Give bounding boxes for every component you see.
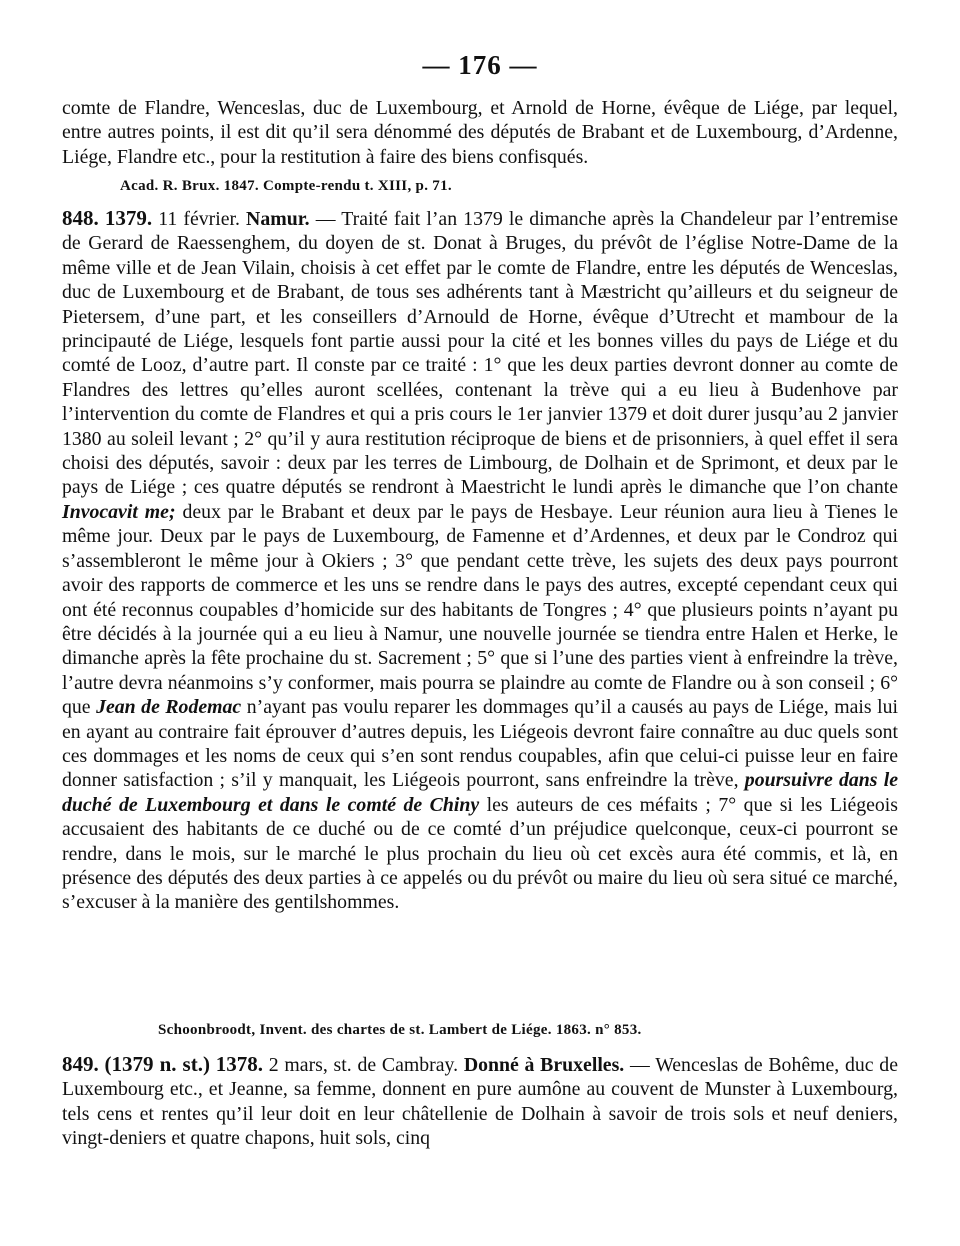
- entry-848-text-1: — Traité fait l’an 1379 le dimanche après la Chandeleur par l’entremise de Gerard de Raessenghem, du doyen de st. Donat à Bruges, du prévôt de l’église Notre-Dame de la même ville et de Jean Vilain, choisis à cet effet par le comte de Flandre, entre les députés de Wenceslas, duc de Luxembourg et de Brabant, de tous ses adhérents tant à Mæstricht qu’ailleurs et du seigneur de Pietersem, d’une part, et les conseillers d’Arnould de Horne, évêque d’Utrecht et mambour de la principauté de Liége, lesquels font partie aussi pour la cité et les bonnes villes du pays de Liége et du comté de Looz, d’autre part. Il conste par ce traité : 1° que les deux parties devront donner au comte de Flandres des lettres qu’elles auront scellées, contenant la trève qui a eu lieu à Budenhove par l’intervention du comte de Flandres et qui a pris cours le 1er janvier 1379 et doit durer jusqu’au 2 janvier 1380 au soleil levant ; 2° qu’il y aura restitution réciproque de biens et de prisonniers, à quel effet il sera choisi des députés, savoir : deux par les terres de Limbourg, de Dolhain et de Sprimont, et deux par le pays de Liége ; ces quatre députés se rendront à Maestricht le lundi après le dimanche que l’on chante: [62, 208, 899, 499]
- entry-848-italic-4: Chiny: [429, 793, 480, 816]
- entry-847-source: Acad. R. Brux. 1847. Compte-rendu t. XIII, p. 71.: [120, 178, 452, 194]
- entry-849-date: 2 mars, st. de Cambray.: [268, 1054, 459, 1076]
- page-number: — 176 —: [422, 50, 538, 80]
- entry-849-year: 1378.: [215, 1052, 263, 1076]
- entry-848-source: Schoonbroodt, Invent. des chartes de st. Lambert de Liége. 1863. n° 853.: [158, 1022, 642, 1038]
- entry-849: [62, 1052, 898, 1151]
- entry-847-tail-text: comte de Flandre, Wenceslas, duc de Luxembourg, et Arnold de Horne, évêque de Liége, par lequel, entre autres points, il est dit qu’il sera dénommé des députés de Brabant et de Luxembourg, d’Ardenne, Liége, Flandre etc., pour la restitution à faire des biens confisqués.: [62, 97, 898, 168]
- entry-848: [62, 206, 898, 915]
- entry-848-place: Namur.: [246, 208, 310, 230]
- entry-848-date: 11 février.: [158, 208, 240, 230]
- entry-848-year: 1379.: [104, 206, 153, 230]
- entry-848-text-4: les auteurs de ces méfaits ; 7° que si les Liégeois accusaient des habitants de ce duché ou de ce comté d’un préjudice quelconque, ceux-ci pourront se rendre, dans le mois, sur le marché le plus prochain du lieu où cet excès aura été commis, et là, en présence des députés des deux parties à ce appelés ou du prévôt ou maire du lieu où sera situé ce marché, s’excuser à la manière des gentilshommes.: [62, 793, 898, 914]
- entry-849-dating: (1379 n. st.): [104, 1052, 210, 1076]
- entry-848-italic-3: poursuivre dans le duché de Luxembourg et dans le comté de: [62, 769, 898, 816]
- entry-848-text-3: n’ayant pas voulu reparer les dommages qu’il a causés au pays de Liége, mais lui en ayant au contraire fait éprouver d’autres depuis, les Liégeois devront faire connaître au duc quels sont ces dommages et les noms de ceux qui s’en sont rendus coupables, afin que celui-ci puisse leur en faire donner satisfaction ; s’il y manquait, les Liégeois pourront, sans enfreindre la trève,: [62, 696, 899, 792]
- entry-848-text-2: deux par le Brabant et deux par le pays de Hesbaye. Leur réunion aura lieu à Tienes le même jour. Deux par le pays de Luxembourg, de Famenne et d’Ardennes, et deux par le Condroz qui s’assembleront le même jour à Okiers ; 3° que pendant cette trève, les sujets des deux pays pourront avoir des rapports de commerce et les uns se rendre dans le pays des autres, excepté cependant ceux qui ont été reconnus coupables d’homicide sur des habitants de Tongres ; 4° que plusieurs points n’ayant pu être décidés à la journée qui a eu lieu à Namur, une nouvelle journée se tiendra entre Halen et Herke, le dimanche après la fête prochaine du st. Sacrement ; 5° que si l’une des parties vient à enfreindre la trève, l’autre devra néanmoins s’y conformer, mais pourra se plaindre au comte de Flandre ou à son conseil ; 6° que: [62, 500, 898, 719]
- entry-849-text: — Wenceslas de Bohême, duc de Luxembourg etc., et Jeanne, sa femme, donnent en pure aumône au couvent de Munster à Luxembourg, tels cens et rentes qu’il leur doit en leur châtellenie de Dolhain à savoir de trois sols et neuf deniers, vingt-deniers et quatre chapons, huit sols, cinq: [62, 1054, 898, 1150]
- entry-849-place: Donné à Bruxelles.: [463, 1054, 625, 1076]
- entry-848-italic-1: Invocavit me;: [62, 500, 176, 523]
- entry-848-italic-2: Jean de Rodemac: [96, 696, 242, 719]
- entry-849-number: 849.: [62, 1052, 99, 1076]
- entry-848-number: 848.: [62, 206, 99, 230]
